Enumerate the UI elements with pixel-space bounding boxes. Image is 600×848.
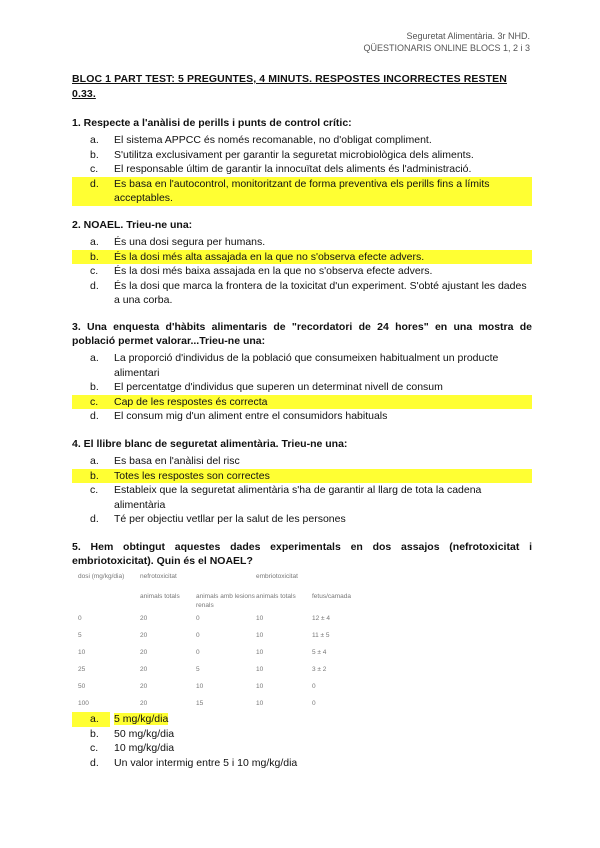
- option-c-highlighted: c. Cap de les respostes és correcta: [72, 395, 532, 410]
- option-list: [72, 712, 532, 770]
- option-b: b. El percentatge d'individus que superen un determinat nivell de consum: [90, 381, 443, 393]
- table-row: 10 20 0 10 5 ± 4: [78, 649, 327, 656]
- header-line-1: Seguretat Alimentària. 3r NHD.: [406, 31, 530, 41]
- table-row: 0 20 0 10 12 ± 4: [78, 615, 331, 622]
- experiment-data-table: [78, 572, 378, 716]
- bloc-title: BLOC 1 PART TEST: 5 PREGUNTES, 4 MINUTS. RESPOSTES INCORRECTES RESTEN 0.33.: [72, 73, 507, 100]
- question-title: 5. Hem obtingut aquestes dades experimentals en dos assajos (nefrotoxicitat i embriotoxicitat). Quin és el NOAEL?: [72, 541, 532, 567]
- col-dose-header: dosi (mg/kg/dia): [78, 573, 125, 580]
- option-d: d. Un valor intermig entre 5 i 10 mg/kg/dia: [90, 756, 298, 769]
- question-5-options: [72, 712, 532, 770]
- option-d: d. El consum mig d'un aliment entre el consumidors habituals: [90, 410, 388, 422]
- question-title: 4. El llibre blanc de seguretat alimentària. Trieu-ne una:: [72, 438, 348, 450]
- sub-header: fetus/camada: [312, 593, 352, 600]
- question-1: [72, 116, 532, 206]
- option-a: a. El sistema APPCC és només recomanable, no d'obligat compliment.: [90, 134, 432, 146]
- option-b-highlighted: b. Totes les respostes son correctes: [72, 469, 532, 484]
- option-c: c. 10 mg/kg/dia: [90, 742, 175, 754]
- question-2: [72, 218, 532, 308]
- option-c: c. El responsable últim de garantir la innocuïtat dels aliments és l'administració.: [90, 163, 472, 175]
- table-row: 50 20 10 10 0: [78, 683, 316, 690]
- sub-header: animals totals: [140, 593, 180, 600]
- table-row: 25 20 5 10 3 ± 2: [78, 666, 327, 673]
- option-b: b. S'utilitza exclusivament per garantir la seguretat microbiològica dels aliments.: [90, 148, 474, 161]
- option-d-highlighted: d. Es basa en l'autocontrol, monitoritzant de forma preventiva els perills fins a límits acceptables.: [72, 177, 532, 206]
- option-b: b. 50 mg/kg/dia: [90, 727, 175, 740]
- table-row: 5 20 0 10 11 ± 5: [78, 632, 330, 639]
- option-a: a. És una dosi segura per humans.: [90, 236, 266, 248]
- option-list: [72, 133, 532, 206]
- question-title: 2. NOAEL. Trieu-ne una:: [72, 219, 193, 231]
- option-a: a. Es basa en l'anàlisi del risc: [90, 455, 240, 467]
- question-title: 1. Respecte a l'anàlisi de perills i punts de control crític:: [72, 117, 352, 129]
- question-3: [72, 320, 532, 424]
- option-b-highlighted: b. És la dosi més alta assajada en la que no s'observa efecte advers.: [72, 250, 532, 265]
- header-line-2: QÜESTIONARIS ONLINE BLOCS 1, 2 i 3: [363, 43, 530, 53]
- table-row: 100 20 15 10 0: [78, 700, 316, 707]
- option-list: [72, 454, 532, 527]
- option-d: d. Té per objectiu vetllar per la salut de les persones: [90, 513, 346, 525]
- sub-header: animals amb lesions renals: [196, 593, 255, 609]
- question-title: 3. Una enquesta d'hàbits alimentaris de "recordatori de 24 hores" en una mostra de població permet valorar...Trieu-ne una:: [72, 321, 532, 347]
- question-4: [72, 437, 532, 527]
- sub-header: animals totals: [256, 593, 296, 600]
- option-list: [72, 351, 532, 424]
- option-c: c. Estableix que la seguretat alimentària s'ha de garantir al llarg de tota la cadena alimentària: [90, 484, 482, 511]
- option-c: c. És la dosi més baixa assajada en la que no s'observa efecte advers.: [90, 265, 433, 277]
- group-nefro-header: nefrotoxicitat: [140, 573, 177, 580]
- option-d: d. És la dosi que marca la frontera de la toxicitat d'un experiment. S'obté ajustant les dades a una corba.: [90, 279, 527, 306]
- group-embrio-header: embriotoxicitat: [256, 573, 298, 580]
- option-a: a. La proporció d'individus de la població que consumeixen habitualment un producte alimentari: [90, 352, 499, 379]
- question-5: [72, 540, 532, 568]
- option-a-highlighted: a. 5 mg/kg/dia: [72, 712, 532, 727]
- option-list: [72, 235, 532, 308]
- page-header: [363, 30, 530, 54]
